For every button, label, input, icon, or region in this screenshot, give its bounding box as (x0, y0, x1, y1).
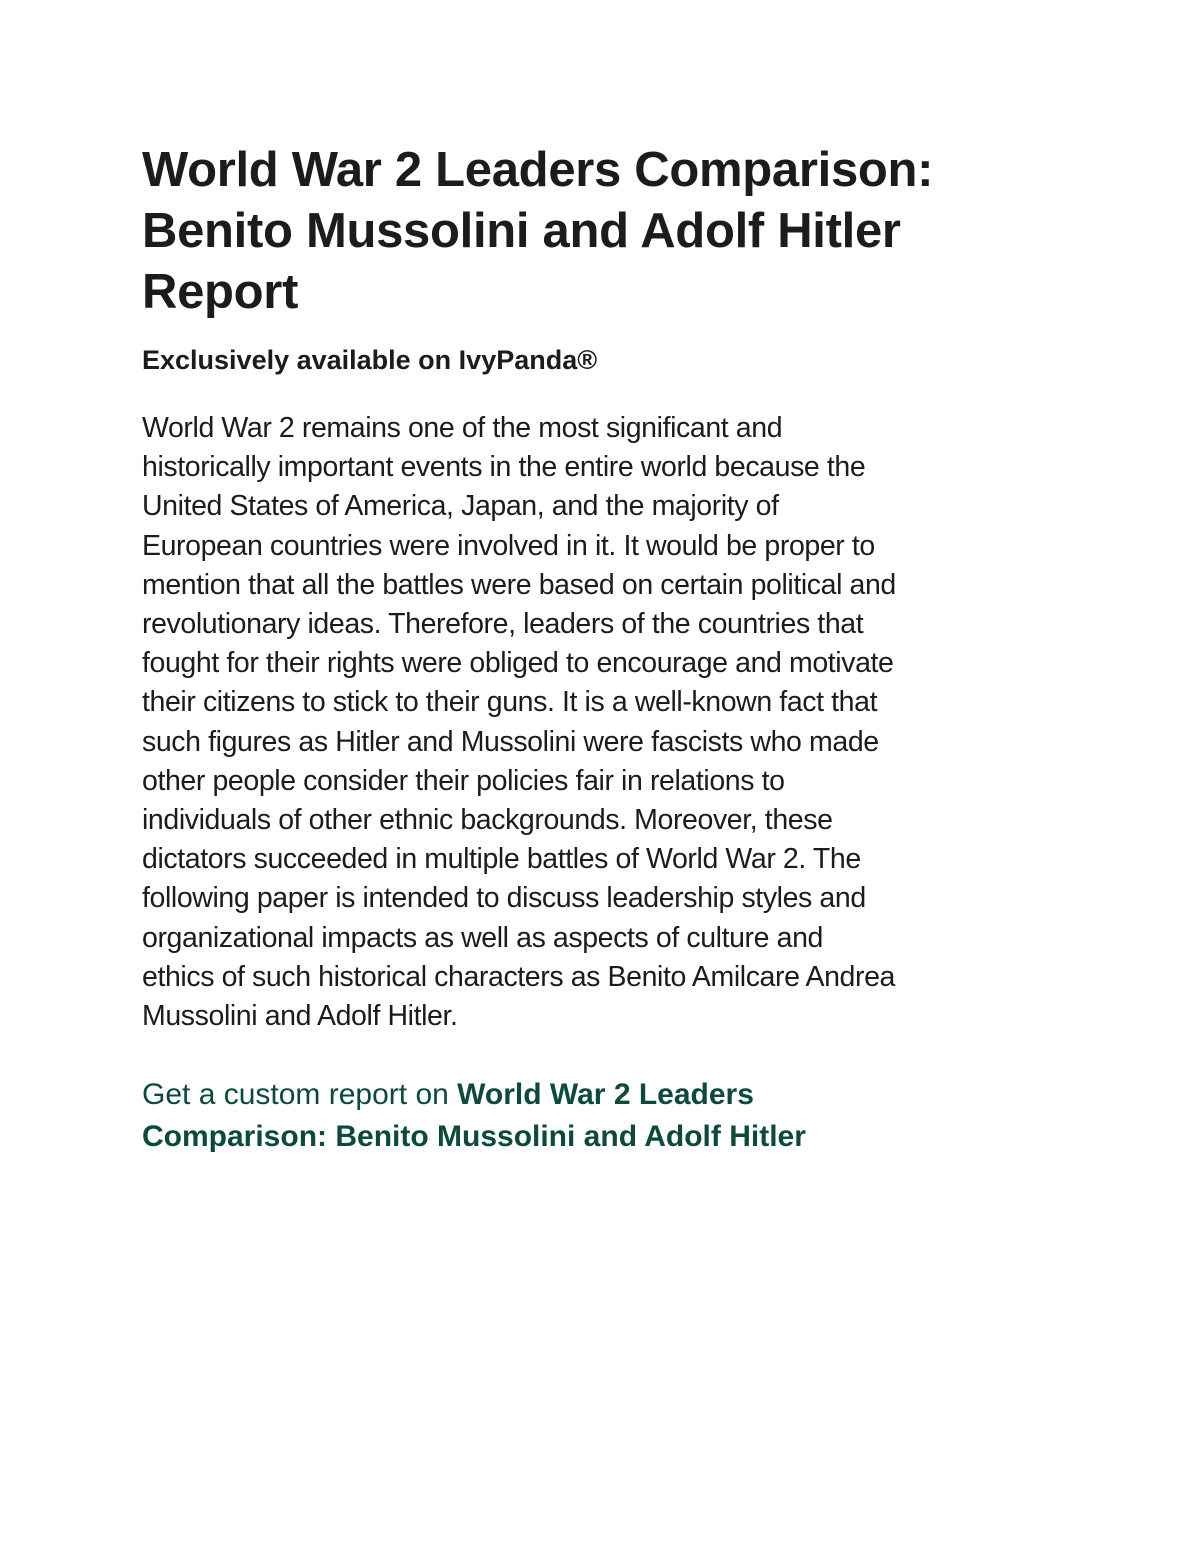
body-line: United States of America, Japan, and the majority of (142, 490, 779, 523)
body-line: mention that all the battles were based on certain political and (142, 568, 896, 601)
cta-line (142, 1074, 1072, 1116)
body-line: Mussolini and Adolf Hitler. (142, 1000, 458, 1033)
exclusive-notice: Exclusively available on IvyPanda® (142, 345, 598, 375)
body-line: their citizens to stick to their guns. It is a well-known fact that (142, 686, 878, 719)
body-line: organizational impacts as well as aspects of culture and (142, 921, 823, 954)
body-paragraph (142, 409, 1072, 1036)
body-line: World War 2 remains one of the most significant and (142, 412, 783, 444)
body-line: such figures as Hitler and Mussolini were fascists who made (142, 725, 879, 758)
document-page (142, 140, 1072, 1158)
body-line: following paper is intended to discuss leadership styles and (142, 882, 866, 915)
body-line: individuals of other ethnic backgrounds. Moreover, these (142, 804, 833, 837)
body-line: European countries were involved in it. It would be proper to (142, 529, 875, 562)
body-line: fought for their rights were obliged to encourage and motivate (142, 647, 894, 680)
body-line: other people consider their policies fair in relations to (142, 764, 785, 797)
body-line: ethics of such historical characters as Benito Amilcare Andrea (142, 960, 895, 993)
cta-prefix: Get a custom report on (142, 1078, 458, 1112)
body-line: dictators succeeded in multiple battles of World War 2. The (142, 843, 861, 876)
title-line: World War 2 Leaders Comparison: (142, 143, 934, 197)
title-line: Report (142, 265, 299, 319)
body-line: historically important events in the entire world because the (142, 451, 866, 484)
title-line: Benito Mussolini and Adolf Hitler (142, 204, 901, 258)
cta-line (142, 1116, 1072, 1158)
custom-report-cta (142, 1074, 1072, 1158)
custom-report-link[interactable]: World War 2 Leaders (457, 1078, 754, 1112)
custom-report-link[interactable]: Comparison: Benito Mussolini and Adolf Hitler (142, 1120, 806, 1154)
body-line: revolutionary ideas. Therefore, leaders of the countries that (142, 608, 864, 641)
document-title (142, 140, 1072, 323)
